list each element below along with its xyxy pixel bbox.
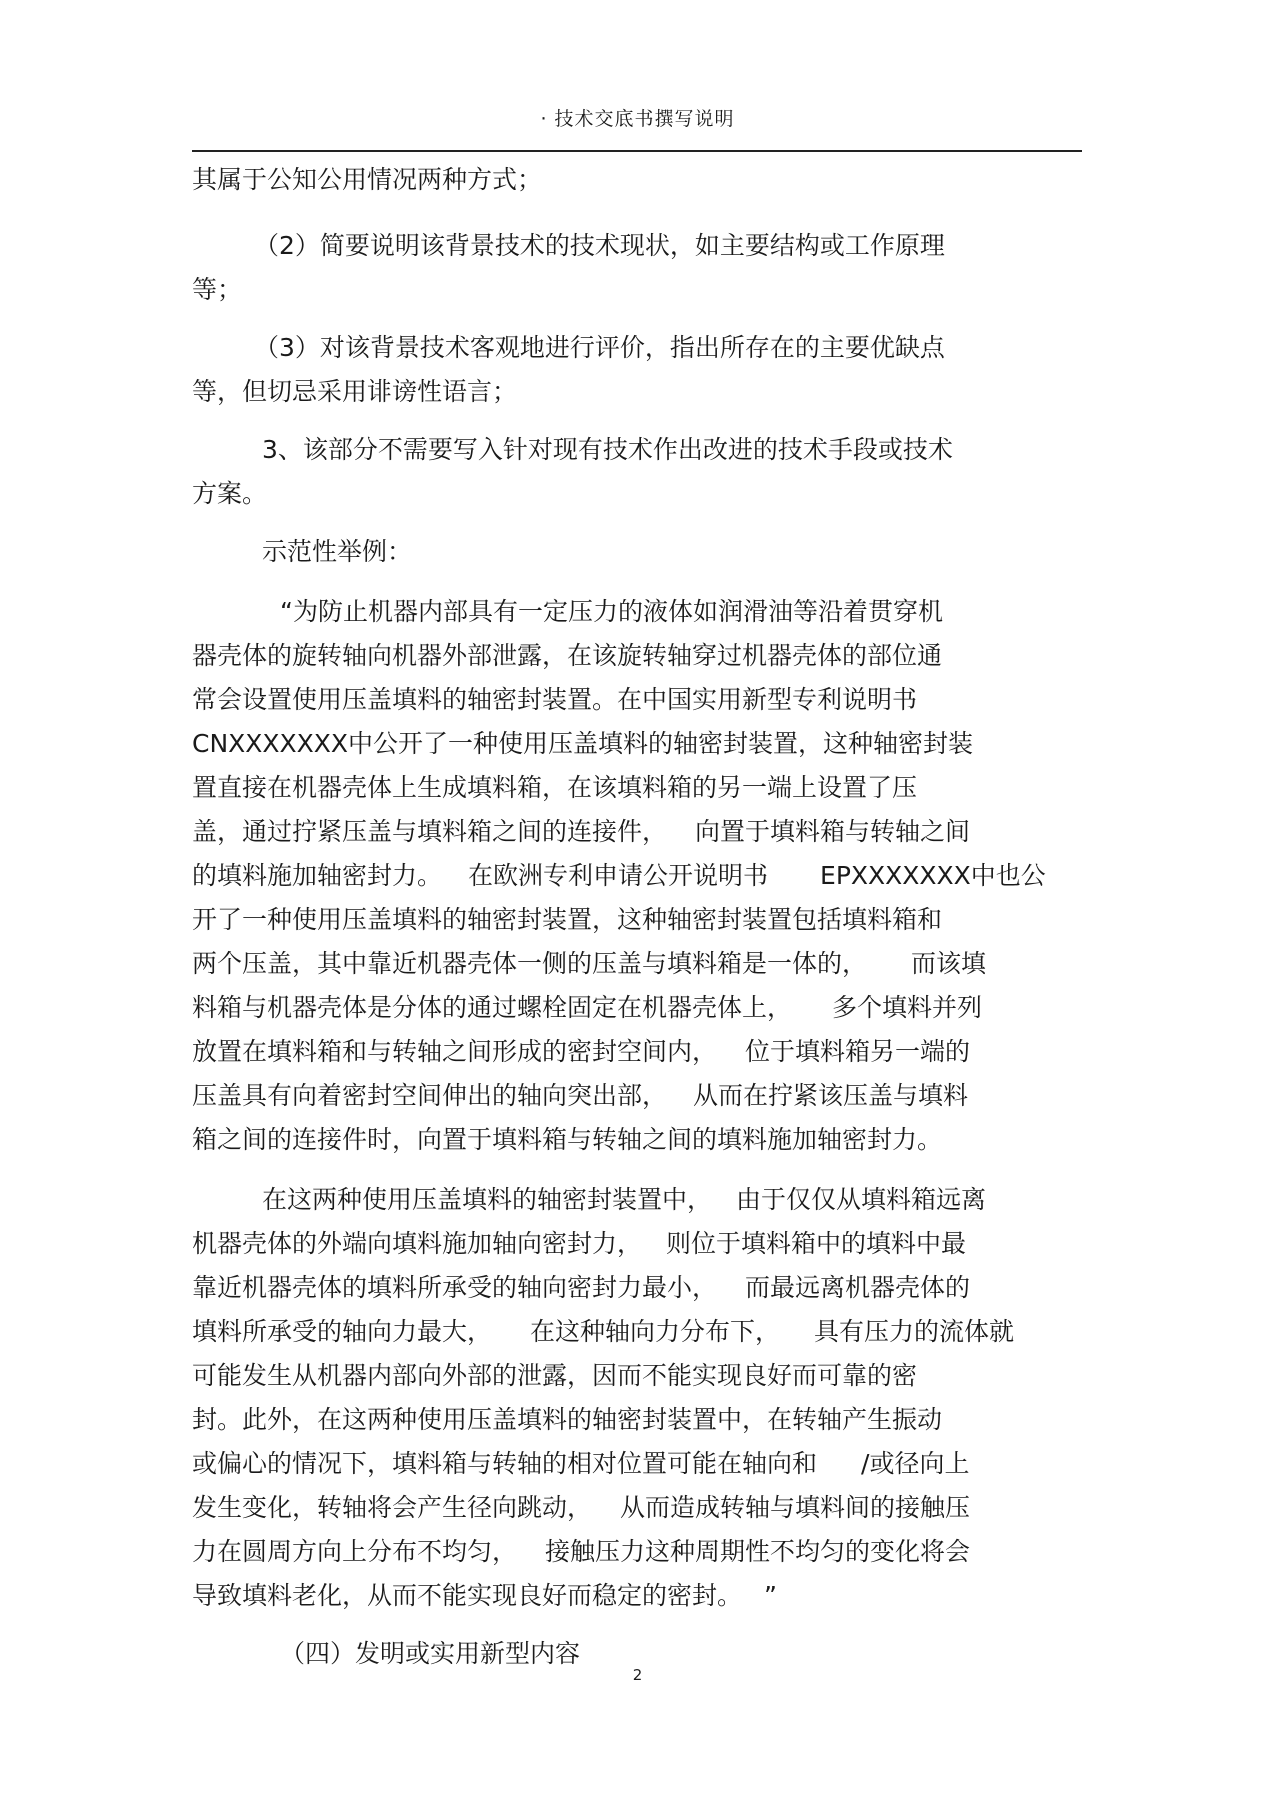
paragraph-line xyxy=(192,1448,969,1480)
paragraph-line: 其属于公知公用情况两种方式； xyxy=(192,165,543,194)
line-segment: 具有压力的流体就 xyxy=(814,1317,1015,1346)
paragraph-line xyxy=(192,860,1046,892)
line-segment: /或径向上 xyxy=(861,1449,970,1478)
paragraph-line: “为防止机器内部具有一定压力的液体如润滑油等沿着贯穿机 xyxy=(280,597,943,626)
line-segment: 发生变化，转轴将会产生径向跳动， xyxy=(192,1493,593,1522)
line-segment: 向置于填料箱与转轴之间 xyxy=(695,817,971,846)
line-segment: ” xyxy=(764,1581,777,1610)
paragraph-line xyxy=(192,1492,970,1524)
line-segment: 在这种轴向力分布下， xyxy=(530,1317,781,1346)
line-segment: 盖，通过拧紧压盖与填料箱之间的连接件， xyxy=(192,817,668,846)
line-segment: 在欧洲专利申请公开说明书 xyxy=(468,861,769,890)
line-segment: 导致填料老化，从而不能实现良好而稳定的密封。 xyxy=(192,1581,743,1610)
paragraph-line: 置直接在机器壳体上生成填料箱，在该填料箱的另一端上设置了压 xyxy=(192,773,918,802)
line-segment: 由于仅仅从填料箱远离 xyxy=(736,1185,987,1214)
line-segment: 多个填料并列 xyxy=(832,993,983,1022)
page-header: · 技术交底书撰写说明 xyxy=(540,108,735,130)
line-segment: 则位于填料箱中的填料中最 xyxy=(666,1229,967,1258)
paragraph-line xyxy=(192,1036,970,1068)
line-segment: 在这两种使用压盖填料的轴密封装置中， xyxy=(262,1185,713,1214)
paragraph-line: 可能发生从机器内部向外部的泄露，因而不能实现良好而可靠的密 xyxy=(192,1361,918,1390)
line-segment: 两个压盖，其中靠近机器壳体一侧的压盖与填料箱是一体的， xyxy=(192,949,868,978)
header-rule xyxy=(192,150,1082,152)
line-segment: 的填料施加轴密封力。 xyxy=(192,861,443,890)
line-segment: 压盖具有向着密封空间伸出的轴向突出部， xyxy=(192,1081,668,1110)
paragraph-line xyxy=(192,1580,777,1612)
paragraph-line: （3）对该背景技术客观地进行评价，指出所存在的主要优缺点 xyxy=(254,333,945,362)
paragraph-line: 箱之间的连接件时，向置于填料箱与转轴之间的填料施加轴密封力。 xyxy=(192,1125,943,1154)
paragraph-line xyxy=(192,1272,970,1304)
paragraph-line: 常会设置使用压盖填料的轴密封装置。在中国实用新型专利说明书 xyxy=(192,685,918,714)
line-segment: 从而造成转轴与填料间的接触压 xyxy=(620,1493,971,1522)
paragraph-line xyxy=(192,1536,970,1568)
line-segment: 而最远离机器壳体的 xyxy=(745,1273,971,1302)
paragraph-line: 等； xyxy=(192,275,243,304)
paragraph-line xyxy=(192,948,986,980)
page-number: 2 xyxy=(632,1666,643,1684)
paragraph-line: 开了一种使用压盖填料的轴密封装置，这种轴密封装置包括填料箱和 xyxy=(192,905,943,934)
paragraph-line xyxy=(192,992,982,1024)
line-segment: 从而在拧紧该压盖与填料 xyxy=(693,1081,969,1110)
paragraph-line: CNXXXXXXX中公开了一种使用压盖填料的轴密封装置，这种轴密封装 xyxy=(192,729,974,758)
paragraph-line: 器壳体的旋转轴向机器外部泄露，在该旋转轴穿过机器壳体的部位通 xyxy=(192,641,943,670)
line-segment: EPXXXXXXX中也公 xyxy=(820,861,1046,890)
line-segment: 料箱与机器壳体是分体的通过螺栓固定在机器壳体上， xyxy=(192,993,793,1022)
line-segment: 位于填料箱另一端的 xyxy=(745,1037,971,1066)
paragraph-line: 等，但切忌采用诽谤性语言； xyxy=(192,377,518,406)
paragraph-line: 示范性举例： xyxy=(262,537,413,566)
line-segment: 机器壳体的外端向填料施加轴向密封力， xyxy=(192,1229,643,1258)
paragraph-line: （2）简要说明该背景技术的技术现状，如主要结构或工作原理 xyxy=(254,231,945,260)
line-segment: 靠近机器壳体的填料所承受的轴向密封力最小， xyxy=(192,1273,718,1302)
paragraph-line xyxy=(192,1228,966,1260)
paragraph-line xyxy=(192,1080,968,1112)
paragraph-line xyxy=(262,1184,986,1216)
paragraph-line xyxy=(192,1316,1014,1348)
line-segment: 或偏心的情况下，填料箱与转轴的相对位置可能在轴向和 xyxy=(192,1449,818,1478)
paragraph-line: 方案。 xyxy=(192,479,268,508)
section-heading: （四）发明或实用新型内容 xyxy=(280,1639,581,1668)
line-segment: 放置在填料箱和与转轴之间形成的密封空间内， xyxy=(192,1037,718,1066)
line-segment: 力在圆周方向上分布不均匀， xyxy=(192,1537,518,1566)
paragraph-line: 3、该部分不需要写入针对现有技术作出改进的技术手段或技术 xyxy=(262,435,953,464)
paragraph-line xyxy=(192,816,970,848)
line-segment: 而该填 xyxy=(911,949,987,978)
paragraph-line: 封。此外，在这两种使用压盖填料的轴密封装置中，在转轴产生振动 xyxy=(192,1405,943,1434)
line-segment: 填料所承受的轴向力最大， xyxy=(192,1317,493,1346)
line-segment: 接触压力这种周期性不均匀的变化将会 xyxy=(545,1537,971,1566)
